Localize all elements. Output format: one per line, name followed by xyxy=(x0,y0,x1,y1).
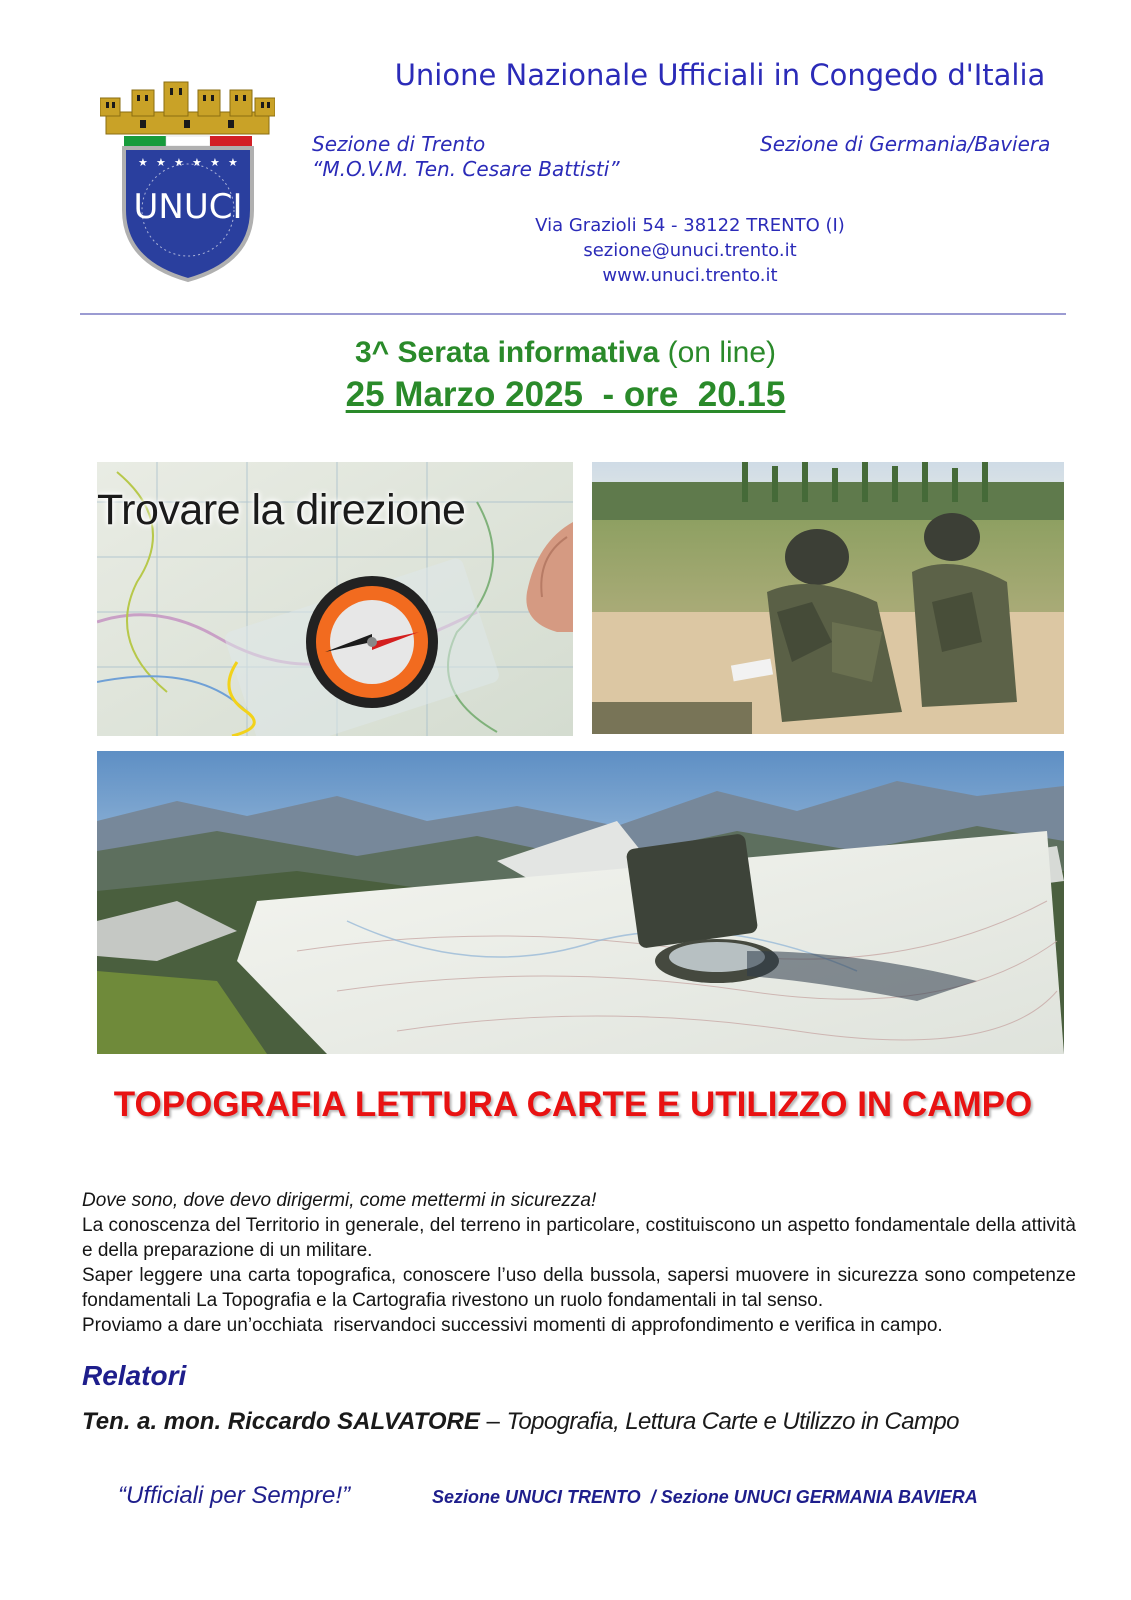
unuci-logo xyxy=(100,80,275,285)
event-series xyxy=(0,336,1131,370)
footer-sections: Sezione UNUCI TRENTO / Sezione UNUCI GERMANIA BAVIERA xyxy=(432,1487,978,1507)
section-trento: Sezione di Trento xyxy=(312,132,486,156)
soldiers-image xyxy=(592,462,1064,734)
organization-title: Unione Nazionale Ufficiali in Congedo d'Italia xyxy=(394,58,1046,92)
speaker-separator: – xyxy=(479,1408,507,1435)
svg-text:★: ★ xyxy=(228,156,238,169)
speakers-heading: Relatori xyxy=(82,1360,187,1391)
logo-text: UNUCI xyxy=(133,187,243,227)
image-overlay-title: Trovare la direzione xyxy=(97,486,466,534)
intro-text: Dove sono, dove devo dirigermi, come mettermi in sicurezza! xyxy=(82,1190,597,1211)
event-mode: (on line) xyxy=(667,336,777,369)
event-date: 25 Marzo 2025 - ore 20.15 xyxy=(345,375,786,414)
paragraph-3: Proviamo a dare un’occhiata riservandoci successivi momenti di approfondimento e verifica in campo. xyxy=(82,1315,943,1336)
main-title: TOPOGRAFIA LETTURA CARTE E UTILIZZO IN CAMPO xyxy=(113,1085,1033,1124)
svg-text:★: ★ xyxy=(156,156,166,169)
paragraph-1: La conoscenza del Territorio in generale, del terreno in particolare, costituiscono un aspetto fondamentale della attività e della preparazione di un militare. xyxy=(82,1215,1076,1261)
svg-text:★: ★ xyxy=(192,156,202,169)
event-series-label: 3^ Serata informativa xyxy=(354,336,660,369)
address: Via Grazioli 54 - 38122 TRENTO (I) xyxy=(535,215,845,236)
unuci-crest-icon xyxy=(100,80,275,285)
footer-motto: “Ufficiali per Sempre!” xyxy=(118,1482,351,1509)
svg-text:★: ★ xyxy=(138,156,148,169)
description xyxy=(82,1188,1076,1338)
paragraph-2: Saper leggere una carta topografica, conoscere l’uso della bussola, sapersi muovere in sicurezza sono competenze fondamentali La Topografia e la Cartografia rivestono un ruolo fondamentali in tal senso. xyxy=(82,1265,1076,1311)
email-link[interactable]: sezione@unuci.trento.it xyxy=(583,240,797,261)
contact-block xyxy=(500,213,880,288)
speaker-entry xyxy=(82,1408,959,1436)
section-germania: Sezione di Germania/Baviera xyxy=(760,132,1051,156)
speaker-topic: Topografia, Lettura Carte e Utilizzo in Campo xyxy=(506,1408,959,1435)
website-link[interactable]: www.unuci.trento.it xyxy=(602,265,778,286)
svg-text:★: ★ xyxy=(174,156,184,169)
section-trento-motto: “M.O.V.M. Ten. Cesare Battisti” xyxy=(312,157,620,181)
compass-map-image xyxy=(97,462,573,736)
header-divider xyxy=(80,313,1066,315)
mountain-map-image xyxy=(97,751,1064,1054)
svg-text:★: ★ xyxy=(210,156,220,169)
speaker-name: Ten. a. mon. Riccardo SALVATORE xyxy=(82,1408,480,1435)
